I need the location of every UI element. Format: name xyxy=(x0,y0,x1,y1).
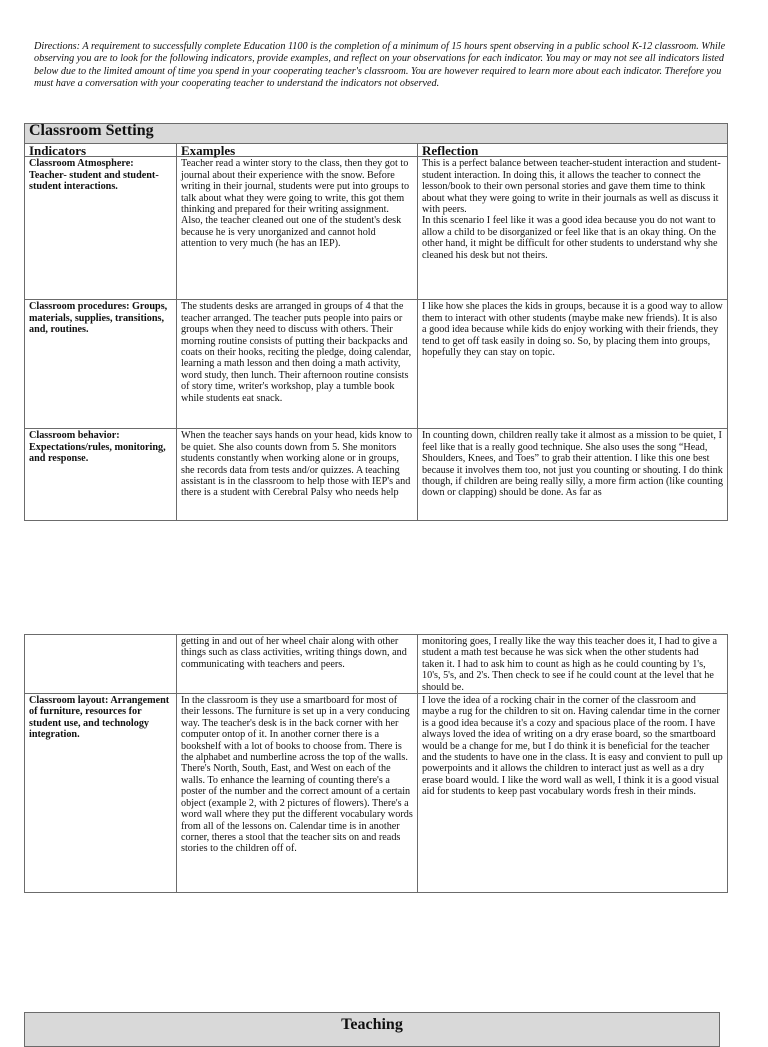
directions-text: Directions: A requirement to successfully complete Education 1100 is the completion of a minimum of 15 hours spent observing in a public school K-12 classroom. While observing you are to look for the following indicators, provide examples, and reflect on your observations for each indicator. You may or may not see all indicators listed below due to the limited amount of time you spend in your cooperating teacher's classroom. You are however required to learn more about each indicator. Therefore you must have a conversation with your cooperating teacher to understand the indicators not observed. xyxy=(34,41,726,89)
section-title: Classroom Setting xyxy=(25,124,728,144)
table-row xyxy=(25,300,728,429)
example-cell: In the classroom is they use a smartboard for most of their lessons. The furniture is set up in a very conducing way. The teacher's desk is in the back corner with her computer ontop of it. In another corner there is a bookshelf with a lot of books to choose from. There is the alphabet and numberline across the top of the walls. There's North, South, East, and West on each of the walls. To enhance the learning of counting there's a poster of the number and the correct amount of a certain object (example 2, with 2 pictures of flowers). There's a word wall where they put the different vocabulary words from all of the lessons on. Calendar time is in another corner, theres a stool that the teacher sits on and reads stories to the children off of. xyxy=(177,694,418,893)
example-cell: getting in and out of her wheel chair along with other things such as class activities, writing things down, and communicating with teachers and peers. xyxy=(177,635,418,694)
reflection-cell: In counting down, children really take it almost as a mission to be quiet, I feel like that is a really good technique. She also uses the song “Head, Shoulders, Knees, and Toes” to grab their attention. I like this one best because it involves them too, not just you counting or shouting. I do think though, if children are being really silly, a more firm action (like counting down or clapping) should be done. As far as xyxy=(418,429,728,521)
table-row xyxy=(25,635,728,694)
indicator-cell: Classroom behavior: Expectations/rules, monitoring, and response. xyxy=(25,429,177,521)
header-indicators: Indicators xyxy=(25,144,177,157)
header-reflection: Reflection xyxy=(418,144,728,157)
next-section-title: Teaching xyxy=(24,1012,720,1047)
reflection-cell: monitoring goes, I really like the way this teacher does it, I had to give a student a math test because he was sick when the other students had taken it. I had to ask him to count as high as he could counting by 1's, 10's, 5's, and 2's. Then check to see if he could count at the level that he should be. xyxy=(418,635,728,694)
reflection-cell: I like how she places the kids in groups, because it is a good way to allow them to interact with other students (maybe make new friends). It is also a good idea because while kids do enjoy working with their friends, they tend to get off task easily in doing so. So, by placing them into groups, hopefully they can stay on topic. xyxy=(418,300,728,429)
table-row xyxy=(25,157,728,300)
header-examples: Examples xyxy=(177,144,418,157)
reflection-cell: This is a perfect balance between teacher-student interaction and student-student interaction. In doing this, it allows the teacher to connect the lesson/book to their own personal stories and gave them time to think about what they were going to write in their journals as well as discuss it with peers. In this scenario I feel like it was a good idea because you do not want to allow a child to be disorganized or feel like that is an okay thing. On the other hand, it might be difficult for other students to understand why she cleaned his desk but not theirs. xyxy=(418,157,728,300)
example-cell: The students desks are arranged in groups of 4 that the teacher arranged. The teacher puts people into pairs or groups when they need to discuss with others. Their morning routine consists of putting their backpacks and coats on their hooks, reciting the pledge, doing calendar, learning a math lesson and then doing a math activity, word study, then lunch. Their afternoon routine consists of story time, writer's workshop, play a tumble book while students eat snack. xyxy=(177,300,418,429)
indicator-cell: Classroom procedures: Groups, materials, supplies, transitions, and, routines. xyxy=(25,300,177,429)
table-row xyxy=(25,429,728,521)
indicator-cell xyxy=(25,635,177,694)
indicator-cell: Classroom layout: Arrangement of furniture, resources for student use, and technology integration. xyxy=(25,694,177,893)
reflection-cell: I love the idea of a rocking chair in the corner of the classroom and maybe a rug for the children to sit on. Having calendar time in the corner is a good idea because it's a cozy and spacious place of the room. I have always loved the idea of writing on a dry erase board, so the smartboard would be a change for me, but I do think it is beneficial for the teacher and the students to have one in the class. It is easy and convient to pull up powerpoints and it allows the children to interact just as well as a dry erase board would. I like the word wall as well, I think it is a good visual aid for students to keep past vocabulary words fresh in their minds. xyxy=(418,694,728,893)
classroom-setting-table-continued xyxy=(24,634,728,893)
indicator-cell: Classroom Atmosphere: Teacher- student and student-student interactions. xyxy=(25,157,177,300)
classroom-setting-table xyxy=(24,123,728,521)
example-cell: Teacher read a winter story to the class, then they got to journal about their experience with the snow. Before writing in their journal, students were put into groups to talk about what they were going to write, this got them thinking and prepared for their writing assignment. Also, the teacher cleaned out one of the student's desk because he is very unorganized and cannot hold attention to very much (he has an IEP). xyxy=(177,157,418,300)
example-cell: When the teacher says hands on your head, kids know to be quiet. She also counts down from 5. She monitors students constantly when working alone or in groups, she records data from tests and/or quizzes. A teaching assistant is in the classroom to help those with IEP's and there is a student with Cerebral Palsy who needs help xyxy=(177,429,418,521)
table-row xyxy=(25,694,728,893)
